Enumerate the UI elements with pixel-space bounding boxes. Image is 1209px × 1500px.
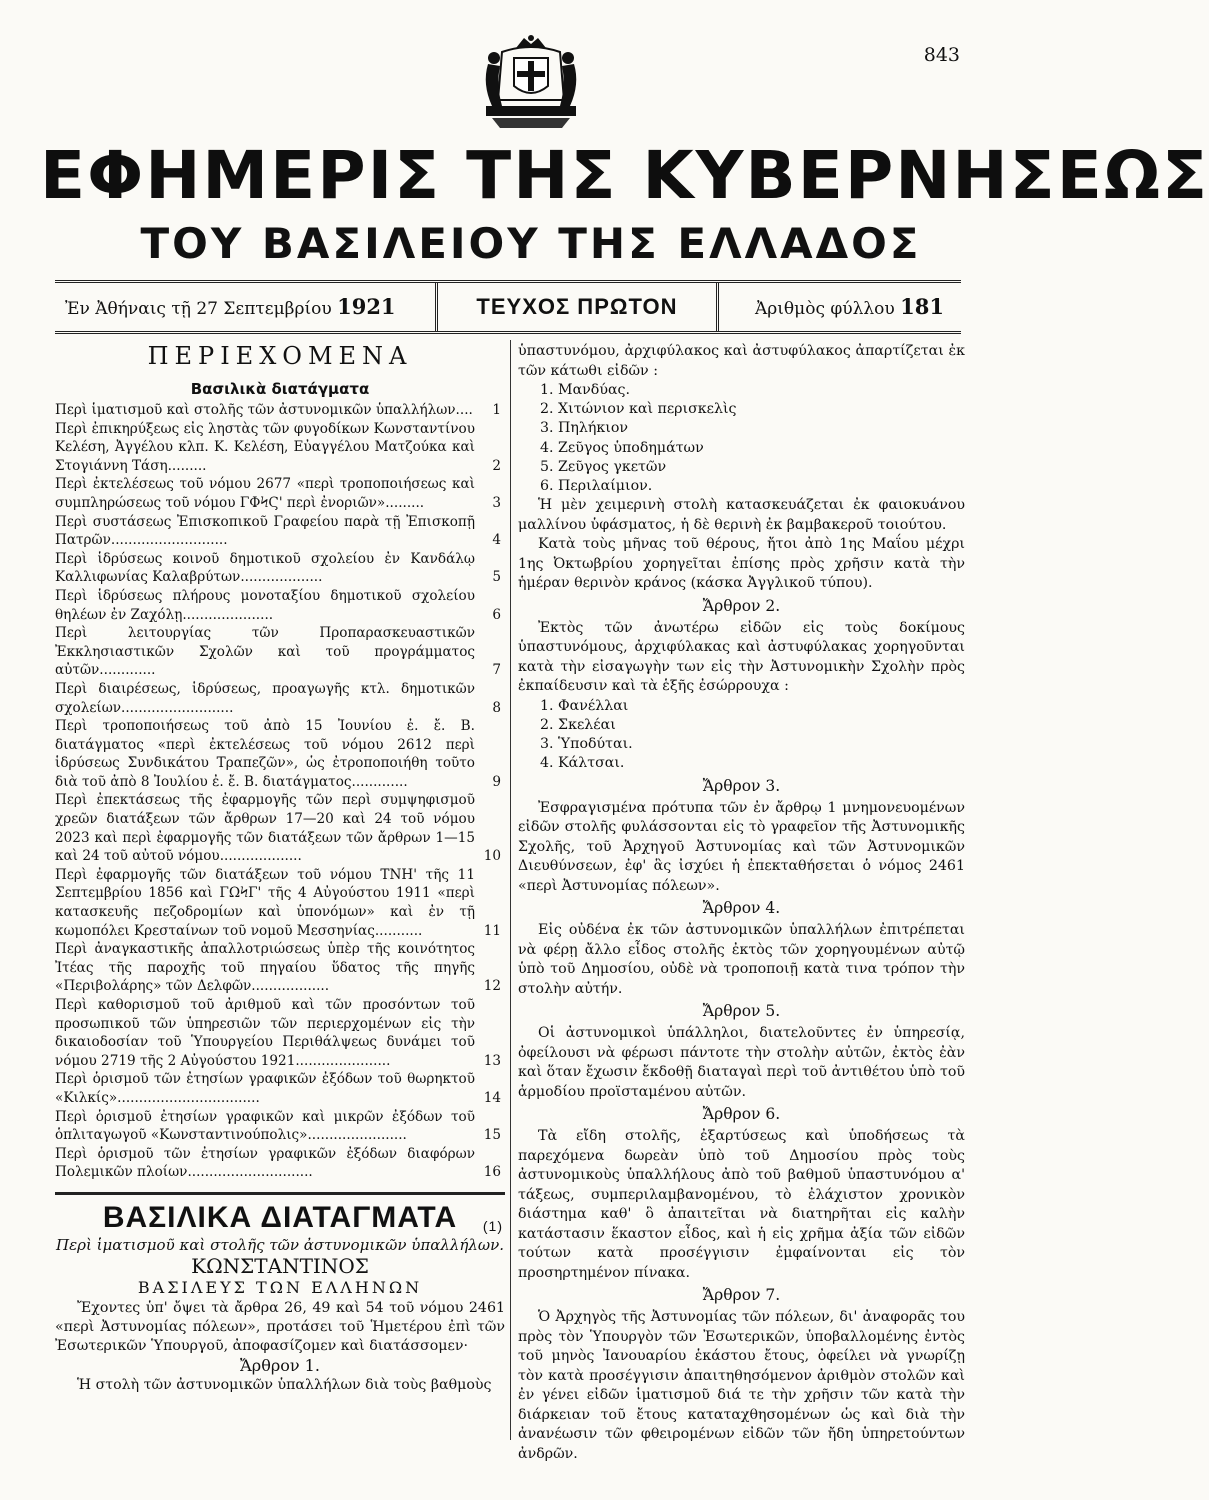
article-3-title: Ἄρθρον 3. (702, 776, 781, 795)
article-4-text: Εἰς οὐδένα ἐκ τῶν ἀστυνομικῶν ὑπαλλήλων ἐπιτρέπεται νὰ φέρῃ ἄλλο εἶδος στολῆς ἐκτὸς τῶν χορηγουμένων αὐτῷ ὑπὸ τοῦ Δημοσίου, οὐδὲ νὰ τροποποιῇ κατὰ τινα τρόπον τὴν στολὴν αὐτήν. (518, 922, 965, 997)
toc-item (55, 624, 505, 680)
toc-item-number: 4 (492, 532, 501, 549)
toc-item (55, 550, 505, 587)
toc-item-text: Περὶ καθορισμοῦ τοῦ ἀριθμοῦ καὶ τῶν προσόντων τοῦ προσωπικοῦ τῶν ὑπηρεσιῶν τῶν περιερχομένων εἰς τὴν δικαιοδοσίαν τοῦ Ὑπουργείου Περιθάλψεως δυνάμει τοῦ νόμου 2719 τῆς 2 Αὐγούστου 1921...................... (55, 997, 475, 1069)
footnote-marker: (1) (482, 1217, 503, 1234)
issue-bar (55, 280, 961, 334)
left-column (55, 342, 505, 1395)
list-item: 6. Περιλαίμιον. (540, 478, 653, 495)
decree-heading (55, 1201, 505, 1235)
list-item: 1. Μανδύας. (540, 382, 630, 398)
article-5-title: Ἄρθρον 5. (702, 1002, 781, 1021)
decree-subject: Περὶ ἱματισμοῦ καὶ στολῆς τῶν ἀστυνομικῶν ὑπαλλήλων. (56, 1235, 504, 1254)
toc-item-number: 7 (492, 662, 501, 679)
toc-item-text: Περὶ λειτουργίας τῶν Προπαρασκευαστικῶν Ἐκκλησιαστικῶν Σχολῶν καὶ τοῦ προγράμματος αὐτῶν............. (55, 625, 475, 679)
toc-list (55, 401, 505, 1182)
toc-item (55, 513, 505, 550)
list-item: 4. Ζεῦγος ὑποδημάτων (540, 439, 704, 456)
right-column (518, 342, 965, 1464)
page-number: 843 (923, 44, 960, 66)
toc-item-text: Περὶ ὁρισμοῦ ἐτησίων γραφικῶν καὶ μικρῶν ἐξόδων τοῦ ὁπλιταγωγοῦ «Κωνσταντινούπολις»....................... (55, 1108, 475, 1144)
toc-item-text: Περὶ ἐφαρμογῆς τῶν διατάξεων τοῦ νόμου ΤΝΗ' τῆς 11 Σεπτεμβρίου 1856 καὶ ΓΩϞΓ' τῆς 4 Αὐγούστου 1911 «περὶ κατασκευῆς πεζοδρομίων καὶ ὑπονόμων» καὶ ἐν τῇ κωμοπόλει Κρεσταίνων τοῦ νομοῦ Μεσσηνίας........... (55, 866, 475, 939)
issue-date-text: Ἐν Ἀθήναις τῇ 27 Σεπτεμβρίου (65, 299, 332, 319)
article-3-text: Ἐσφραγισμένα πρότυπα τῶν ἐν ἄρθρῳ 1 μνημονευομένων εἰδῶν στολῆς φυλάσσονται εἰς τὸ γραφεῖον τῆς Ἀστυνομικῆς Σχολῆς, τοῦ Ἀρχηγοῦ Ἀστυνομίας καὶ τῶν Ἀστυνομικῶν Διευθύνσεων, ἐφ' ἃς ἰσχύει ἡ ἐπεκταθήσεται ὁ νόμος 2461 «περὶ Ἀστυνομίας πόλεων». (518, 799, 965, 894)
toc-item (55, 791, 505, 865)
list-item: 2. Χιτώνιον καὶ περισκελὶς (540, 401, 737, 418)
king-title: ΒΑΣΙΛΕΥΣ ΤΩΝ ΕΛΛΗΝΩΝ (137, 1277, 423, 1297)
section-rule (55, 1192, 505, 1195)
masthead-title: ΕΦΗΜΕΡΙΣ ΤΗΣ ΚΥΒΕΡΝΗΣΕΩΣ (40, 137, 1209, 214)
toc-item-text: Περὶ διαιρέσεως, ἱδρύσεως, προαγωγῆς κτλ. δημοτικῶν σχολείων.......................... (55, 680, 475, 716)
toc-item (55, 680, 505, 717)
sheet-number (755, 283, 944, 331)
toc-item-number: 1 (492, 402, 501, 418)
article-2-text: Ἐκτὸς τῶν ἀνωτέρω εἰδῶν εἰς τοὺς δοκίμους ὑπαστυνόμους, ἀρχιφύλακας καὶ ἀστυφύλακας χορηγοῦνται κατὰ τὴν εἰσαγωγὴν των εἰς τὴν Ἀστυνομικὴν Σχολὴν πρὸς ἐκπαίδευσιν καὶ τὰ ἑξῆς ἐσώρρουχα : (518, 619, 965, 695)
list-item: 5. Ζεῦγος γκετῶν (540, 458, 667, 475)
article-1-start: Ἡ στολὴ τῶν ἀστυνομικῶν ὑπαλλήλων διὰ τοὺς βαθμοὺς (77, 1376, 492, 1393)
toc-item-text: Περὶ ἱδρύσεως κοινοῦ δημοτικοῦ σχολείου ἐν Κανδάλῳ Καλλιφωνίας Καλαβρύτων................... (55, 550, 475, 586)
toc-item-text: Περὶ τροποποιήσεως τοῦ ἀπὸ 15 Ἰουνίου ἐ. ἔ. Β. διατάγματος «περὶ ἐκτελέσεως τοῦ νόμου 2612 περὶ ἱδρύσεως Συνδικάτου Τραπεζῶν», ὡς ἐτροποποιήθη τοῦτο διὰ τοῦ ἀπὸ 8 Ἰουλίου ἐ. ἔ. Β. διατάγματος............. (55, 718, 475, 790)
toc-item (55, 1070, 505, 1107)
toc-item-number: 3 (492, 494, 501, 511)
toc-item (55, 866, 505, 940)
toc-item-number: 12 (483, 978, 501, 995)
toc-item-text: Περὶ ἐπικηρύξεως εἰς ληστὰς τῶν φυγοδίκων Κωνσταντίνου Κελέση, Ἀγγέλου κλπ. Κ. Κελέση, Εὐαγγέλου Ματζούκα καὶ Στογιάννη Τάση......... (55, 420, 475, 474)
toc-item-text: Περὶ ἀναγκαστικῆς ἀπαλλοτριώσεως ὑπὲρ τῆς κοινότητος Ἰτέας τῆς παροχῆς τοῦ πηγαίου ὕδατος τῆς πηγῆς «Περιβολάρης» τῶν Δελφῶν.................. (55, 941, 475, 995)
toc-item (55, 1108, 505, 1145)
toc-item (55, 401, 505, 420)
article-7-title: Ἄρθρον 7. (702, 1286, 781, 1305)
issue-date (65, 283, 396, 331)
sheet-label: Ἀριθμὸς φύλλου (755, 299, 895, 319)
toc-title: ΠΕΡΙΕΧΟΜΕΝΑ (147, 342, 413, 370)
article-6-text: Τὰ εἴδη στολῆς, ἐξαρτύσεως καὶ ὑποδήσεως τὰ παρεχόμενα δωρεὰν ὑπὸ τοῦ Δημοσίου πρὸς τοὺς ἀστυνομικοὺς ὑπαλλήλους ἀπὸ τοῦ βαθμοῦ ὑπαστυνόμου α' τάξεως, συμπεριλαμβανομένου, τὸ ἐλάχιστον χρονικὸν διάστημα καθ' ὃ ἀπαιτεῖται νὰ διατηρῆται εἰς καλὴν κατάστασιν ἕκαστον εἶδος, καὶ ἡ εἰς χρῆμα ἀξία τῶν εἰδῶν τούτων κατὰ προσέγγισιν ἐμφαίνονται εἰς τὸν προσηρτημένον πίνακα. (518, 1128, 965, 1281)
toc-item-text: Περὶ ἐπεκτάσεως τῆς ἐφαρμογῆς τῶν περὶ συμψηφισμοῦ χρεῶν διατάξεων τῶν ἄρθρων 17—20 καὶ 24 τοῦ νόμου 2023 καὶ περὶ ἐφαρμογῆς τῶν διατάξεων τῶν ἄρθρων 1—15 καὶ 24 τοῦ αὐτοῦ νόμου................... (55, 792, 475, 865)
article-1-fabric: Ἡ μὲν χειμερινὴ στολὴ κατασκευάζεται ἐκ φαιοκυάνου μαλλίνου ὑφάσματος, ἡ δὲ θερινὴ ἐκ βαμβακεροῦ τοιούτου. (518, 497, 965, 533)
underwear-items-list (518, 697, 965, 774)
masthead-subtitle: ΤΟΥ ΒΑΣΙΛΕΙΟΥ ΤΗΣ ΕΛΛΑΔΟΣ (140, 219, 922, 268)
article-4-title: Ἄρθρον 4. (702, 899, 781, 918)
toc-section: Βασιλικὰ διατάγματα (190, 380, 370, 398)
list-item: 2. Σκελέαι (540, 716, 616, 733)
toc-item (55, 1145, 505, 1182)
sheet-number-value: 181 (900, 294, 944, 319)
list-item: 4. Κάλτσαι. (540, 755, 625, 772)
toc-item (55, 420, 505, 476)
issue-year: 1921 (337, 294, 396, 319)
toc-item-number: 5 (492, 569, 501, 586)
article-5-text: Οἱ ἀστυνομικοὶ ὑπάλληλοι, διατελοῦντες ἐν ὑπηρεσίᾳ, ὀφείλουσι νὰ φέρωσι πάντοτε τὴν στολὴν αὐτῶν, ἐκτὸς ἐὰν καὶ ὅταν ἔχωσιν ἔκδοθῇ διαταγαὶ περὶ τοῦ ἀντιθέτου ὑπὸ τοῦ ἁρμοδίου προϊσταμένου αὐτῶν. (518, 1025, 965, 1100)
list-item: 1. Φανέλλαι (540, 697, 629, 714)
article-1-title: Ἄρθρον 1. (240, 1355, 320, 1375)
toc-item-number: 15 (483, 1127, 501, 1144)
uniform-items-list (518, 381, 965, 496)
toc-item-number: 9 (492, 773, 501, 790)
article-1-continued: ὑπαστυνόμου, ἀρχιφύλακος καὶ ἀστυφύλακος ἀπαρτίζεται ἐκ τῶν κάτωθι εἰδῶν : (518, 343, 965, 379)
article-1-summer: Κατὰ τοὺς μῆνας τοῦ θέρους, ἤτοι ἀπὸ 1ης Μαΐου μέχρι 1ης Ὀκτωβρίου χορηγεῖται ἐπίσης πρὸς χρῆσιν κατὰ τὴν ἡμέραν θερινὸν κράνος (κάσκα Ἀγγλικοῦ τύπου). (518, 536, 965, 592)
toc-item-text: Περὶ ὁρισμοῦ τῶν ἐτησίων γραφικῶν ἐξόδων τοῦ θωρηκτοῦ «Κιλκίς»................................. (55, 1071, 475, 1106)
list-item: 3. Πηλήκιον (540, 420, 629, 437)
toc-item-text: Περὶ συστάσεως Ἐπισκοπικοῦ Γραφείου παρὰ τῇ Ἐπισκοπῇ Πατρῶν........................... (55, 513, 475, 549)
toc-item-number: 6 (492, 606, 501, 623)
toc-item-number: 14 (483, 1089, 501, 1106)
decree-preamble: Ἔχοντες ὑπ' ὄψει τὰ ἄρθρα 26, 49 καὶ 54 τοῦ νόμου 2461 «περὶ Ἀστυνομίας πόλεων», προτάσει τοῦ Ἡμετέρου ἐπὶ τῶν Ἐσωτερικῶν Ὑπουργοῦ, ἀποφασίζομεν καὶ διατάσσομεν· (55, 1299, 505, 1354)
article-7-text: Ὁ Ἀρχηγὸς τῆς Ἀστυνομίας τῶν πόλεων, δι' ἀναφορᾶς του πρὸς τὸν Ὑπουργὸν τῶν Ἐσωτερικῶν, ὑποβαλλομένης ἐντὸς τοῦ μηνὸς Ἰανουαρίου ἑκάστου ἔτους, ὀφείλει νὰ γνωρίζῃ τὸν κατὰ προσέγγισιν ἀπαιτηθησόμενον ἀριθμὸν στολῶν καὶ ἐν γένει εἰδῶν ἱματισμοῦ διά τε τὴν χρῆσιν τῶν κατὰ τὴν διάρκειαν τοῦ ἔτους καταταχθησομένων ὡς καὶ διὰ τὴν ἀνανέωσιν τῶν φθειρομένων εἰδῶν τῶν ἤδη ὑπηρετούντων ἀνδρῶν. (518, 1309, 965, 1462)
toc-item-number: 8 (492, 699, 501, 716)
issue-label: ΤΕΥΧΟΣ ΠΡΩΤΟΝ (435, 283, 719, 331)
toc-item (55, 940, 505, 996)
toc-item (55, 717, 505, 791)
toc-item-text: Περὶ ἐκτελέσεως τοῦ νόμου 2677 «περὶ τροποποιήσεως καὶ συμπληρώσεως τοῦ νόμου ΓΦϞϚ' περὶ ἐνοριῶν»......... (55, 476, 475, 511)
toc-item-text: Περὶ ἱδρύσεως πλήρους μονοταξίου δημοτικοῦ σχολείου θηλέων ἐν Ζαχόλῃ..................... (55, 587, 475, 623)
toc-item-number: 10 (483, 848, 501, 865)
column-divider (510, 340, 511, 1440)
toc-item-text: Περὶ ἱματισμοῦ καὶ στολῆς τῶν ἀστυνομικῶν ὑπαλλήλων.... (55, 402, 473, 418)
royal-coat-of-arms-icon (472, 34, 590, 130)
toc-item-number: 13 (483, 1052, 501, 1069)
article-6-title: Ἄρθρον 6. (702, 1105, 781, 1124)
toc-item-text: Περὶ ὁρισμοῦ τῶν ἐτησίων γραφικῶν ἐξόδων διαφόρων Πολεμικῶν πλοίων............................. (55, 1145, 475, 1181)
toc-item-number: 16 (483, 1164, 501, 1181)
decree-heading-text: ΒΑΣΙΛΙΚΑ ΔΙΑΤΑΓΜΑΤΑ (102, 1200, 458, 1234)
toc-item-number: 11 (483, 922, 501, 939)
king-name: ΚΩΝΣΤΑΝΤΙΝΟΣ (191, 1253, 369, 1278)
toc-item (55, 587, 505, 624)
list-item: 3. Ὑποδύται. (540, 736, 633, 753)
toc-item (55, 996, 505, 1070)
toc-item (55, 475, 505, 512)
article-2-title: Ἄρθρον 2. (702, 596, 781, 615)
toc-item-number: 2 (492, 457, 501, 474)
